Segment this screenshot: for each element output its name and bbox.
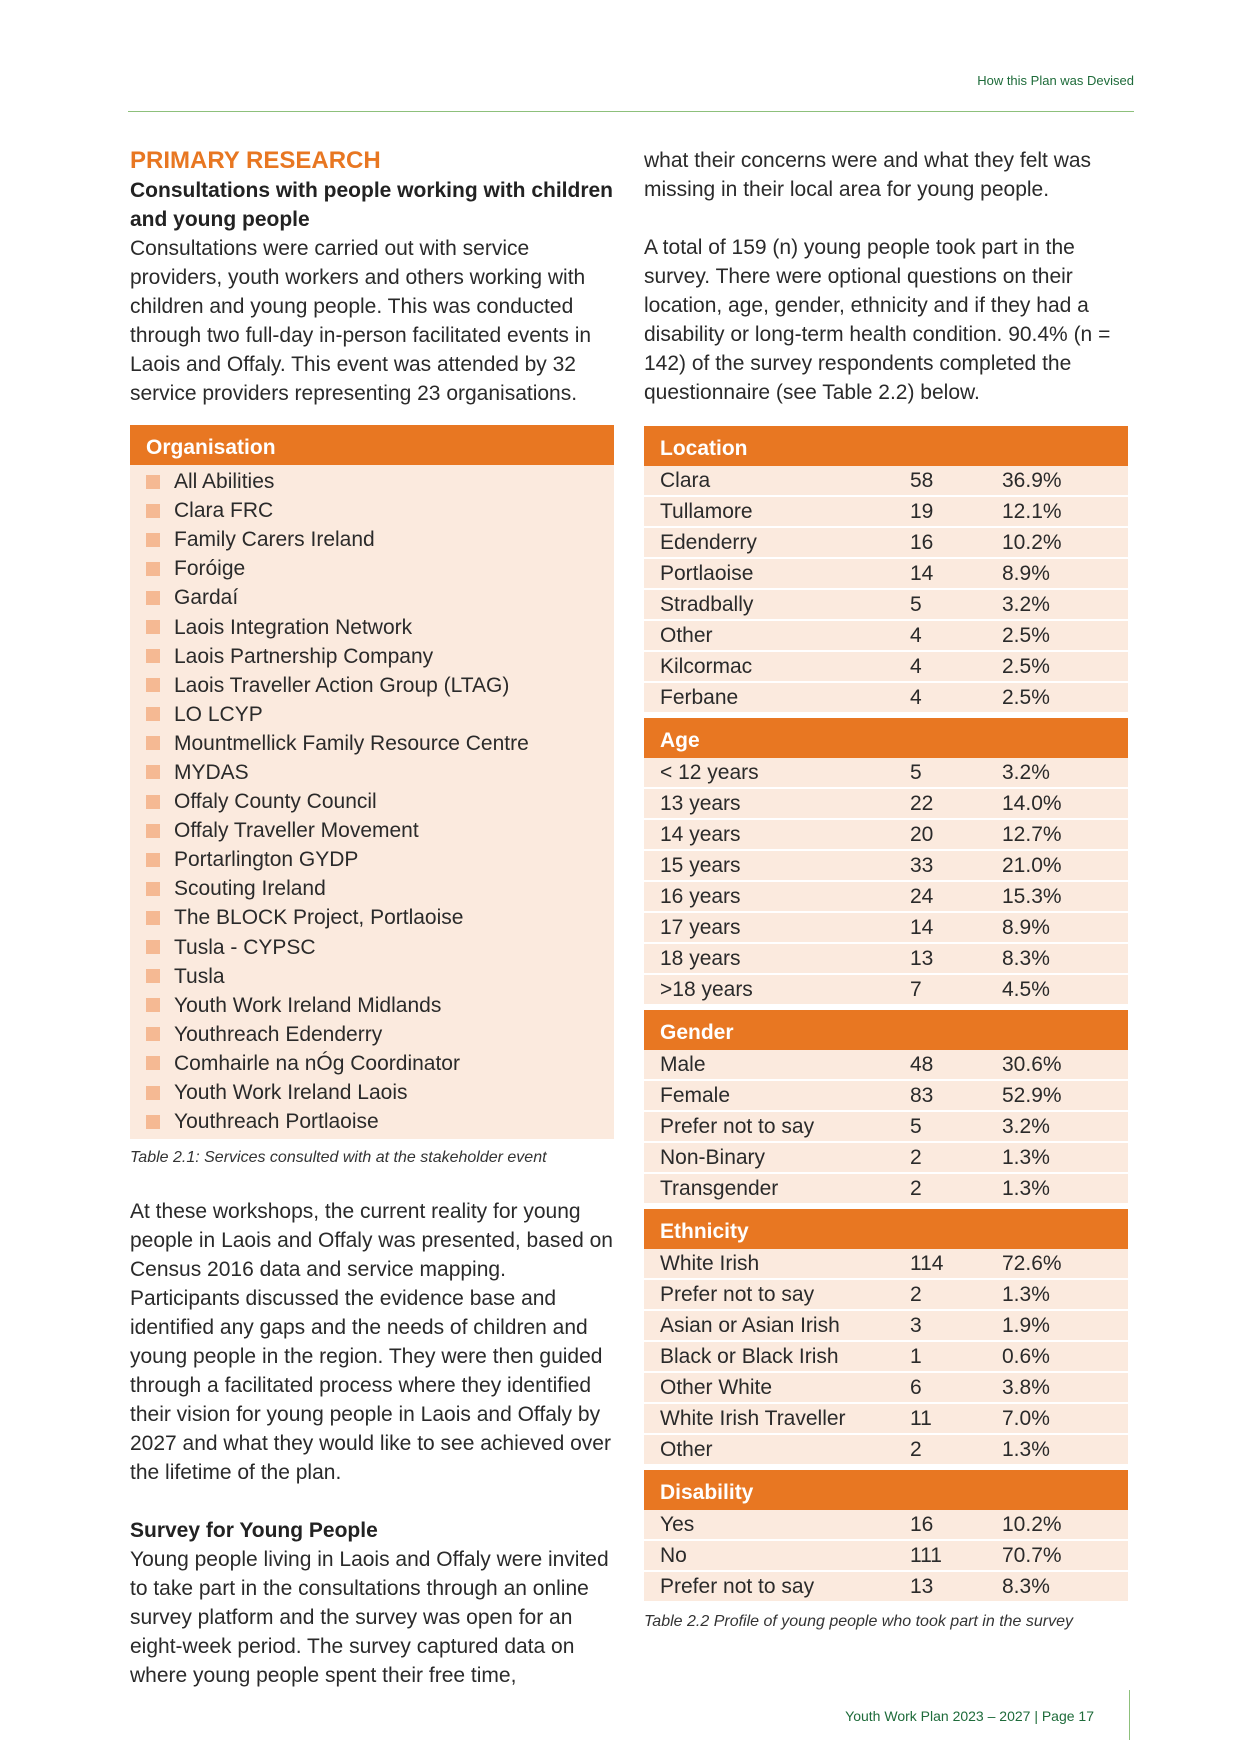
- square-bullet-icon: [146, 824, 160, 838]
- row-count: 2: [910, 1438, 922, 1461]
- table-row: [644, 1050, 1128, 1081]
- row-percent: 3.2%: [1002, 593, 1050, 616]
- square-bullet-icon: [146, 765, 160, 779]
- workshops-paragraph: At these workshops, the current reality for young people in Laois and Offaly was presented, based on Census 2016 data and service mapping. Participants discussed the evidence base and identified any gaps and the needs of children and young people in the region. They were then guided through a facilitated process where they identified their vision for young people in Laois and Offaly by 2027 and what they would like to see achieved over the lifetime of the plan.: [130, 1200, 613, 1485]
- row-count: 83: [910, 1084, 934, 1107]
- table-row: [644, 1373, 1128, 1404]
- row-percent: 72.6%: [1002, 1252, 1062, 1275]
- page-footer: Youth Work Plan 2023 – 2027 | Page 17: [845, 1708, 1094, 1724]
- running-header: How this Plan was Devised: [977, 73, 1134, 88]
- row-label: 13 years: [660, 792, 741, 815]
- table-row: [644, 1081, 1128, 1112]
- organisation-name: The BLOCK Project, Portlaoise: [174, 906, 464, 930]
- organisation-list-item: [146, 903, 614, 932]
- organisation-name: All Abilities: [174, 470, 275, 494]
- organisation-name: Mountmellick Family Resource Centre: [174, 731, 529, 755]
- organisation-list-item: [146, 933, 614, 962]
- table-row: [644, 559, 1128, 590]
- row-count: 24: [910, 885, 934, 908]
- square-bullet-icon: [146, 969, 160, 983]
- organisation-list-item: [146, 874, 614, 903]
- row-count: 22: [910, 792, 934, 815]
- table-row: [644, 466, 1128, 497]
- square-bullet-icon: [146, 998, 160, 1012]
- table-row: [644, 683, 1128, 714]
- organisation-list-item: [146, 496, 614, 525]
- table-row: [644, 758, 1128, 789]
- organisation-list-item: [146, 525, 614, 554]
- table-section-header: Age: [644, 718, 1128, 758]
- table-row: [644, 1249, 1128, 1280]
- table-row: [644, 882, 1128, 913]
- row-label: 14 years: [660, 823, 741, 846]
- row-percent: 12.1%: [1002, 500, 1062, 523]
- row-percent: 36.9%: [1002, 469, 1062, 492]
- table-row: [644, 944, 1128, 975]
- header-divider: [128, 111, 1134, 112]
- row-label: Prefer not to say: [660, 1575, 815, 1598]
- square-bullet-icon: [146, 911, 160, 925]
- row-percent: 2.5%: [1002, 686, 1050, 709]
- row-count: 33: [910, 854, 934, 877]
- organisation-name: Laois Partnership Company: [174, 644, 434, 668]
- organisation-list-item: [146, 729, 614, 758]
- table-section-header: Gender: [644, 1010, 1128, 1050]
- row-count: 19: [910, 500, 934, 523]
- row-count: 7: [910, 978, 922, 1001]
- square-bullet-icon: [146, 1086, 160, 1100]
- square-bullet-icon: [146, 882, 160, 896]
- table-2-2-caption: Table 2.2 Profile of young people who took part in the survey: [644, 1613, 1074, 1630]
- row-count: 16: [910, 1513, 934, 1536]
- table-row: [644, 1541, 1128, 1572]
- organisation-name: LO LCYP: [174, 702, 263, 726]
- square-bullet-icon: [146, 795, 160, 809]
- organisation-list-item: [146, 467, 614, 496]
- row-count: 6: [910, 1376, 922, 1399]
- table-section: [644, 1010, 1128, 1205]
- row-label: No: [660, 1544, 687, 1567]
- row-count: 1: [910, 1345, 922, 1368]
- square-bullet-icon: [146, 562, 160, 576]
- row-label: Non-Binary: [660, 1146, 766, 1169]
- row-count: 5: [910, 761, 922, 784]
- organisation-table: [130, 425, 614, 1139]
- survey-total-paragraph: A total of 159 (n) young people took part in the survey. There were optional questions on their location, age, gender, ethnicity and if they had a disability or long-term health condition. 90.4% (n = 142) of the survey respondents completed the questionnaire (see Table 2.2) below.: [644, 236, 1111, 404]
- row-percent: 21.0%: [1002, 854, 1062, 877]
- row-percent: 1.3%: [1002, 1177, 1050, 1200]
- row-label: Other White: [660, 1376, 773, 1399]
- row-percent: 4.5%: [1002, 978, 1050, 1001]
- row-count: 58: [910, 469, 934, 492]
- row-percent: 30.6%: [1002, 1053, 1062, 1076]
- row-label: Male: [660, 1053, 706, 1076]
- row-label: Portlaoise: [660, 562, 754, 585]
- table-row: [644, 497, 1128, 528]
- organisation-name: Portarlington GYDP: [174, 848, 359, 872]
- row-count: 16: [910, 531, 934, 554]
- row-label: Clara: [660, 469, 711, 492]
- row-label: Yes: [660, 1513, 695, 1536]
- row-label: < 12 years: [660, 761, 759, 784]
- organisation-name: Laois Integration Network: [174, 615, 413, 639]
- row-count: 2: [910, 1283, 922, 1306]
- table-row: [644, 528, 1128, 559]
- table-row: [644, 1435, 1128, 1466]
- row-percent: 15.3%: [1002, 885, 1062, 908]
- table-row: [644, 1311, 1128, 1342]
- row-count: 2: [910, 1177, 922, 1200]
- table-row: [644, 590, 1128, 621]
- row-percent: 10.2%: [1002, 531, 1062, 554]
- row-label: 18 years: [660, 947, 741, 970]
- row-count: 4: [910, 655, 922, 678]
- row-label: White Irish: [660, 1252, 760, 1275]
- table-row: [644, 820, 1128, 851]
- row-count: 48: [910, 1053, 934, 1076]
- row-count: 14: [910, 916, 934, 939]
- row-percent: 2.5%: [1002, 655, 1050, 678]
- organisation-list-item: [146, 671, 614, 700]
- row-count: 2: [910, 1146, 922, 1169]
- row-label: 17 years: [660, 916, 741, 939]
- square-bullet-icon: [146, 620, 160, 634]
- organisation-list-item: [146, 642, 614, 671]
- table-row: [644, 789, 1128, 820]
- organisation-name: Youth Work Ireland Midlands: [174, 993, 442, 1017]
- row-percent: 1.3%: [1002, 1283, 1050, 1306]
- row-count: 4: [910, 686, 922, 709]
- organisation-list-item: [146, 554, 614, 583]
- organisation-name: Foróige: [174, 557, 246, 581]
- square-bullet-icon: [146, 591, 160, 605]
- organisation-list-item: [146, 962, 614, 991]
- table-row: [644, 1174, 1128, 1205]
- organisation-list-item: [146, 1107, 614, 1136]
- survey-heading: Survey for Young People: [130, 1519, 378, 1543]
- organisation-list-item: [146, 1020, 614, 1049]
- row-label: 15 years: [660, 854, 741, 877]
- square-bullet-icon: [146, 533, 160, 547]
- square-bullet-icon: [146, 475, 160, 489]
- table-row: [644, 1280, 1128, 1311]
- organisation-name: Offaly County Council: [174, 790, 377, 814]
- row-label: Kilcormac: [660, 655, 753, 678]
- organisation-name: Family Carers Ireland: [174, 528, 375, 552]
- row-label: Ferbane: [660, 686, 739, 709]
- row-label: Other: [660, 1438, 713, 1461]
- row-count: 11: [910, 1407, 932, 1430]
- organisation-name: Comhairle na nÓg Coordinator: [174, 1051, 460, 1075]
- row-label: Other: [660, 624, 713, 647]
- left-column: [130, 146, 620, 1690]
- table-row: [644, 913, 1128, 944]
- row-percent: 7.0%: [1002, 1407, 1050, 1430]
- organisation-list: [130, 465, 614, 1136]
- row-percent: 12.7%: [1002, 823, 1062, 846]
- row-percent: 3.2%: [1002, 761, 1050, 784]
- organisation-list-item: [146, 1049, 614, 1078]
- row-percent: 10.2%: [1002, 1513, 1062, 1536]
- organisation-name: Scouting Ireland: [174, 877, 326, 901]
- table-section: [644, 1470, 1128, 1603]
- table-section: [644, 1209, 1128, 1466]
- row-label: Edenderry: [660, 531, 757, 554]
- row-percent: 1.3%: [1002, 1438, 1050, 1461]
- square-bullet-icon: [146, 736, 160, 750]
- table-section-header: Ethnicity: [644, 1209, 1128, 1249]
- organisation-name: Tusla - CYPSC: [174, 935, 316, 959]
- row-count: 3: [910, 1314, 922, 1337]
- right-column: [644, 146, 1128, 1631]
- table-section: [644, 718, 1128, 1006]
- row-count: 5: [910, 1115, 922, 1138]
- organisation-name: Laois Traveller Action Group (LTAG): [174, 673, 510, 697]
- row-label: Asian or Asian Irish: [660, 1314, 840, 1337]
- row-count: 4: [910, 624, 922, 647]
- organisation-name: Offaly Traveller Movement: [174, 819, 419, 843]
- survey-paragraph: Young people living in Laois and Offaly were invited to take part in the consultations through an online survey platform and the survey was open for an eight-week period. The survey captured data on where young people spent their free time,: [130, 1548, 609, 1688]
- organisation-table-header: Organisation: [130, 425, 614, 465]
- organisation-name: Clara FRC: [174, 499, 274, 523]
- square-bullet-icon: [146, 1056, 160, 1070]
- row-count: 14: [910, 562, 934, 585]
- survey-profile-table: [644, 426, 1128, 1603]
- table-row: [644, 1510, 1128, 1541]
- square-bullet-icon: [146, 504, 160, 518]
- square-bullet-icon: [146, 940, 160, 954]
- organisation-name: Youthreach Portlaoise: [174, 1110, 379, 1134]
- continued-paragraph: what their concerns were and what they felt was missing in their local area for young people.: [644, 149, 1092, 201]
- square-bullet-icon: [146, 1115, 160, 1129]
- row-percent: 8.9%: [1002, 562, 1050, 585]
- table-section: [644, 426, 1128, 714]
- row-label: Transgender: [660, 1177, 779, 1200]
- table-row: [644, 1572, 1128, 1603]
- table-section-header: Disability: [644, 1470, 1128, 1510]
- row-label: Female: [660, 1084, 731, 1107]
- row-percent: 1.9%: [1002, 1314, 1050, 1337]
- row-count: 20: [910, 823, 934, 846]
- organisation-name: MYDAS: [174, 760, 249, 784]
- row-percent: 70.7%: [1002, 1544, 1062, 1567]
- table-row: [644, 621, 1128, 652]
- square-bullet-icon: [146, 649, 160, 663]
- organisation-list-item: [146, 583, 614, 612]
- row-percent: 8.3%: [1002, 1575, 1050, 1598]
- organisation-list-item: [146, 787, 614, 816]
- row-percent: 8.3%: [1002, 947, 1050, 970]
- row-count: 5: [910, 593, 922, 616]
- square-bullet-icon: [146, 853, 160, 867]
- table-row: [644, 851, 1128, 882]
- row-percent: 3.2%: [1002, 1115, 1050, 1138]
- row-label: Prefer not to say: [660, 1283, 815, 1306]
- consultations-paragraph: Consultations were carried out with service providers, youth workers and others working with children and young people. This was conducted through two full-day in-person facilitated events in Laois and Offaly. This event was attended by 32 service providers representing 23 organisations.: [130, 237, 592, 405]
- row-label: Stradbally: [660, 593, 754, 616]
- row-count: 13: [910, 947, 934, 970]
- row-label: >18 years: [660, 978, 753, 1001]
- table-section-header: Location: [644, 426, 1128, 466]
- table-row: [644, 975, 1128, 1006]
- row-percent: 52.9%: [1002, 1084, 1062, 1107]
- organisation-list-item: [146, 700, 614, 729]
- section-title: PRIMARY RESEARCH: [130, 147, 381, 174]
- row-label: Prefer not to say: [660, 1115, 815, 1138]
- row-percent: 14.0%: [1002, 792, 1062, 815]
- square-bullet-icon: [146, 1027, 160, 1041]
- table-row: [644, 1342, 1128, 1373]
- table-row: [644, 1112, 1128, 1143]
- organisation-name: Youth Work Ireland Laois: [174, 1081, 408, 1105]
- consultations-heading: Consultations with people working with children and young people: [130, 179, 614, 231]
- table-row: [644, 1143, 1128, 1174]
- row-label: Black or Black Irish: [660, 1345, 839, 1368]
- organisation-list-item: [146, 1078, 614, 1107]
- organisation-list-item: [146, 991, 614, 1020]
- organisation-list-item: [146, 816, 614, 845]
- row-percent: 2.5%: [1002, 624, 1050, 647]
- square-bullet-icon: [146, 678, 160, 692]
- organisation-list-item: [146, 845, 614, 874]
- row-label: 16 years: [660, 885, 741, 908]
- row-label: White Irish Traveller: [660, 1407, 846, 1430]
- organisation-name: Gardaí: [174, 586, 239, 610]
- organisation-list-item: [146, 758, 614, 787]
- footer-divider: [1129, 1690, 1130, 1740]
- table-row: [644, 652, 1128, 683]
- row-count: 111: [910, 1544, 942, 1567]
- organisation-list-item: [146, 612, 614, 641]
- row-count: 13: [910, 1575, 934, 1598]
- row-label: Tullamore: [660, 500, 753, 523]
- square-bullet-icon: [146, 707, 160, 721]
- row-percent: 0.6%: [1002, 1345, 1050, 1368]
- organisation-name: Youthreach Edenderry: [174, 1022, 383, 1046]
- table-row: [644, 1404, 1128, 1435]
- row-percent: 1.3%: [1002, 1146, 1050, 1169]
- row-percent: 3.8%: [1002, 1376, 1050, 1399]
- row-percent: 8.9%: [1002, 916, 1050, 939]
- row-count: 114: [910, 1252, 944, 1275]
- organisation-name: Tusla: [174, 964, 225, 988]
- table-2-1-caption: Table 2.1: Services consulted with at the stakeholder event: [130, 1149, 547, 1167]
